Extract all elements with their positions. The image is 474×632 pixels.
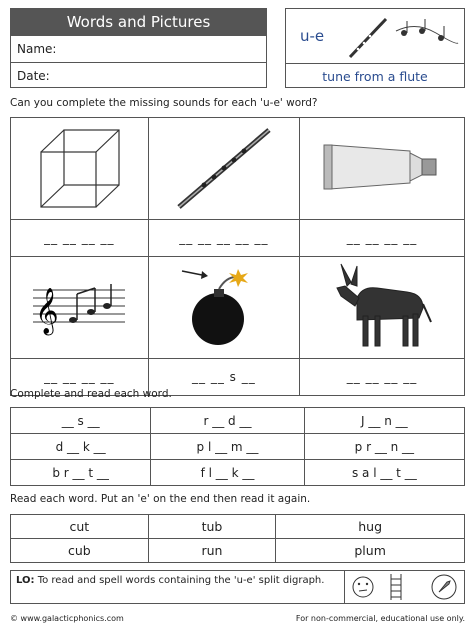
picture-cell	[11, 257, 149, 359]
picture-cell	[11, 118, 149, 220]
word-cell: J __ n __	[304, 408, 464, 434]
tube-icon	[322, 137, 442, 197]
word-cell: run	[148, 539, 276, 563]
table-row	[11, 434, 465, 460]
word-cell: cub	[11, 539, 149, 563]
lo-text: To read and spell words containing the 'u-e' split digraph.	[37, 575, 325, 586]
table-row	[11, 539, 465, 563]
blank-cell: __ __ __ __	[300, 359, 465, 396]
footer-left: © www.galacticphonics.com	[10, 614, 124, 623]
bomb-fuse-icon	[174, 261, 274, 351]
name-label: Name:	[11, 35, 266, 62]
footer-right: For non-commercial, educational use only.	[295, 614, 465, 623]
picture-cell	[148, 257, 299, 359]
donkey-mule-icon	[327, 258, 437, 353]
blank-cell: __ __ __ __	[300, 220, 465, 257]
word-cell: plum	[276, 539, 465, 563]
word-cell: __ s __	[11, 408, 151, 434]
sound-pattern: u-e	[300, 27, 325, 45]
music-notes-icon	[29, 276, 129, 336]
read-word-table	[10, 514, 465, 563]
instruction-three: Read each word. Put an 'e' on the end then read it again.	[10, 493, 311, 505]
page-title: Words and Pictures	[11, 9, 266, 35]
word-cell: f l __ k __	[151, 460, 304, 486]
word-cell: d __ k __	[11, 434, 151, 460]
learning-objective-box	[10, 570, 465, 604]
word-cell: p l __ m __	[151, 434, 304, 460]
instruction-two: Complete and read each word.	[10, 388, 172, 400]
cube-icon	[29, 122, 129, 212]
table-row	[11, 408, 465, 434]
flute-music-icon	[346, 13, 461, 61]
word-cell: b r __ t __	[11, 460, 151, 486]
svg-text:𝄞: 𝄞	[35, 287, 59, 334]
picture-grid	[10, 117, 465, 396]
picture-cell	[148, 118, 299, 220]
complete-word-table	[10, 407, 465, 486]
table-row	[11, 515, 465, 539]
sound-box	[285, 8, 465, 88]
sound-caption: tune from a flute	[286, 63, 464, 89]
blank-cell: __ __ __ __	[11, 220, 149, 257]
ladder-icon	[389, 574, 403, 600]
header-box	[10, 8, 267, 88]
word-cell: cut	[11, 515, 149, 539]
instruction-one: Can you complete the missing sounds for each 'u-e' word?	[10, 97, 318, 109]
table-row	[11, 460, 465, 486]
blank-cell: __ __ __ __ __	[148, 220, 299, 257]
thinking-face-icon	[351, 575, 375, 599]
flute-icon	[169, 122, 279, 212]
rocket-icon	[431, 574, 457, 600]
date-label: Date:	[11, 62, 266, 89]
word-cell: p r __ n __	[304, 434, 464, 460]
word-cell: hug	[276, 515, 465, 539]
word-cell: s a l __ t __	[304, 460, 464, 486]
picture-cell	[300, 118, 465, 220]
picture-cell	[300, 257, 465, 359]
word-cell: tub	[148, 515, 276, 539]
lo-label: LO:	[16, 575, 35, 586]
blank-cell: __ __ s __	[148, 359, 299, 396]
blank-cell: __ __ __ __	[11, 359, 149, 396]
word-cell: r __ d __	[151, 408, 304, 434]
